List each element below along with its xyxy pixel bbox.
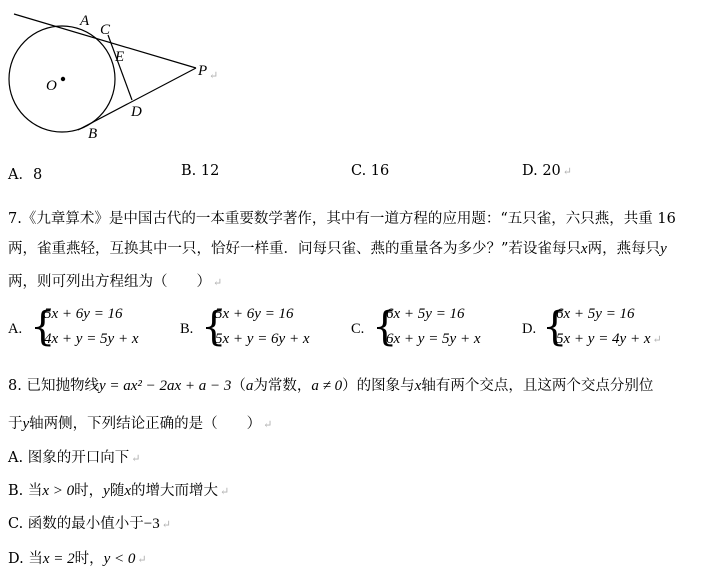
label-b: B: [88, 126, 98, 142]
q8-var-a: a: [245, 378, 254, 394]
q6-option-b: B. 12: [181, 163, 220, 179]
label-o: O: [46, 78, 57, 94]
q8-option-b: [8, 479, 229, 500]
q7-option-d-label: D.: [522, 321, 537, 337]
q8-option-b-mid: 时，: [74, 483, 104, 499]
q7-option-d-eq1: 6x + 5y = 16: [556, 306, 635, 322]
return-mark: ↵: [161, 518, 171, 531]
q7-option-c-eq2: 6x + y = 5y + x: [386, 331, 481, 347]
q8-option-a-text: A. 图象的开口向下: [8, 450, 130, 466]
q8-condition: a ≠ 0: [311, 378, 343, 394]
q8-var-y: y: [22, 416, 30, 432]
label-p: P: [198, 63, 208, 79]
q6-option-d-text: D. 20: [522, 163, 561, 179]
q8-option-d-pre: D. 当: [8, 551, 43, 567]
return-mark: ↵: [213, 276, 223, 289]
q7-option-d-brace: {: [542, 304, 568, 350]
q8-option-a: [8, 446, 140, 467]
q7-line-3: [8, 270, 222, 291]
q7-option-c-brace: {: [372, 304, 398, 350]
q8-option-b-y: y: [103, 483, 110, 499]
return-mark: ↵: [220, 485, 230, 498]
q8-option-b-cond: x > 0: [42, 483, 75, 499]
q8-option-c: [8, 512, 171, 533]
return-mark: ↵: [209, 70, 219, 82]
q8-line-2: [8, 412, 272, 433]
q7-var-y: y: [660, 241, 667, 257]
q7-option-b-brace: {: [201, 304, 227, 350]
return-mark: ↵: [263, 418, 273, 431]
q8-line-1-text-a: 8. 已知抛物线: [8, 378, 99, 394]
return-mark: ↵: [562, 165, 572, 178]
center-dot: [61, 77, 65, 81]
q8-equation: y = ax² − 2ax + a − 3: [98, 378, 232, 394]
label-d: D: [131, 104, 142, 120]
q7-option-a-label: A.: [8, 321, 23, 337]
q8-line-1-text-e: 轴有两个交点，且这两个交点分别位: [421, 378, 654, 394]
q8-line-1: [8, 374, 653, 395]
q7-option-a-brace: {: [30, 304, 56, 350]
q7-line-1: 7.《九章算术》是中国古代的一本重要数学著作，其中有一道方程的应用题：“五只雀，六只燕，共重 16: [8, 211, 676, 227]
q7-option-b-eq1: 5x + 6y = 16: [215, 306, 294, 322]
q7-option-d-eq2: [556, 331, 662, 348]
q7-option-d-eq2-text: 5x + y = 4y + x: [556, 331, 651, 347]
q8-option-d: [8, 547, 147, 568]
label-a: A: [80, 13, 90, 29]
q8-var-x: x: [414, 378, 422, 394]
q7-option-b-label: B.: [180, 321, 194, 337]
q8-option-d-mid: 时，: [74, 551, 104, 567]
tangent-circle-figure: [0, 0, 230, 150]
q7-option-c-eq1: 6x + 5y = 16: [386, 306, 465, 322]
q7-var-x: x: [580, 241, 588, 257]
q7-option-c-label: C.: [351, 321, 365, 337]
q8-option-c-val: −3: [143, 516, 160, 532]
label-e: E: [115, 49, 125, 65]
q7-line-2: [8, 237, 667, 258]
q8-option-b-x: x: [124, 483, 131, 499]
q8-line-1-text-b: （: [231, 378, 246, 394]
q8-option-c-pre: C. 函数的最小值小于: [8, 516, 144, 532]
q7-option-a-eq1: 5x + 6y = 16: [44, 306, 123, 322]
q7-line-2-text-a: 两，雀重燕轻，互换其中一只，恰好一样重．问每只雀、燕的重量各为多少？”若设雀每只: [8, 241, 581, 257]
q7-option-a-eq2: 4x + y = 5y + x: [44, 331, 139, 347]
q8-option-b-mid2: 随: [109, 483, 125, 499]
return-mark: ↵: [137, 553, 147, 566]
tangent-line-pb: [78, 68, 196, 130]
q7-line-2-text-b: 两，燕每只: [587, 241, 661, 257]
q8-line-1-text-d: ）的图象与: [342, 378, 415, 394]
label-c: C: [100, 22, 111, 38]
q8-line-2-text-b: 轴两侧，下列结论正确的是（ ）: [29, 416, 262, 432]
q8-option-b-pre: B. 当: [8, 483, 43, 499]
tangent-line-cd: [108, 35, 132, 100]
q6-option-c: C. 16: [351, 163, 390, 179]
q6-option-a: A．8: [8, 167, 43, 183]
return-mark: ↵: [652, 334, 662, 346]
q7-option-b-eq2: 5x + y = 6y + x: [215, 331, 310, 347]
q6-option-d: [522, 163, 572, 179]
return-mark: ↵: [131, 452, 141, 465]
q8-option-d-res: y < 0: [103, 551, 136, 567]
q8-option-b-post: 的增大而增大: [131, 483, 218, 499]
q8-line-2-text-a: 于: [8, 416, 23, 432]
q7-line-3-text: 两，则可列出方程组为（ ）: [8, 274, 211, 290]
q8-line-1-text-c: 为常数，: [253, 378, 312, 394]
q8-option-d-cond: x = 2: [42, 551, 75, 567]
